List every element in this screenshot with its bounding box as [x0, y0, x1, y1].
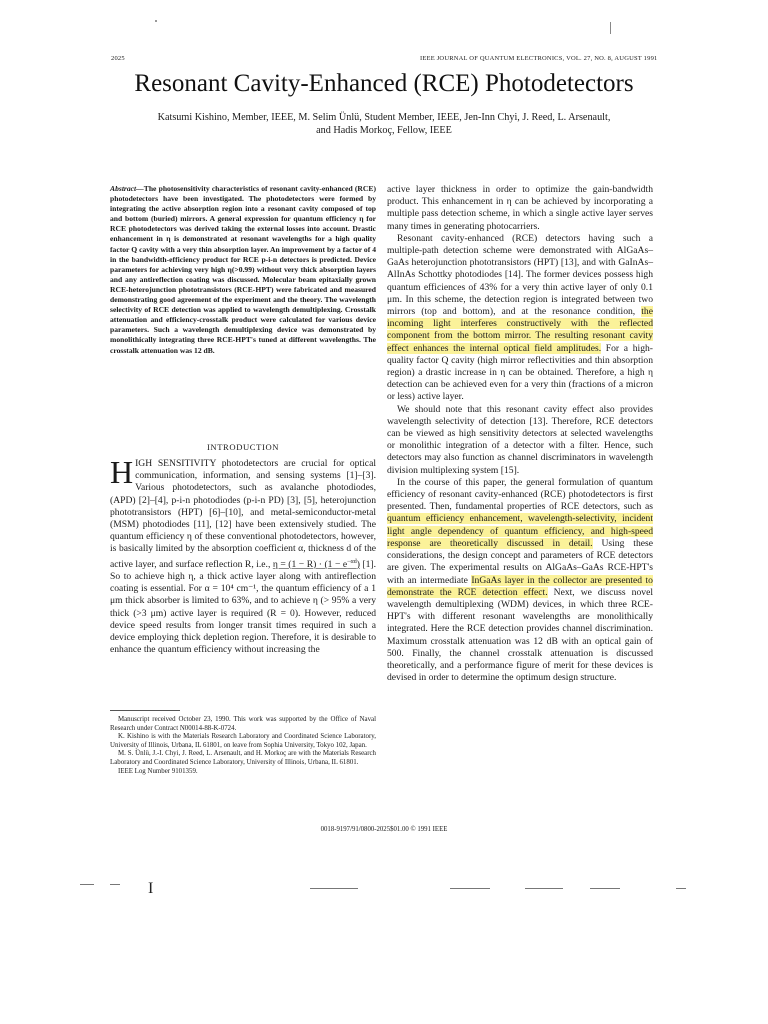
quantum-efficiency-equation: $\eta = (1 - R) \cdot (1 - e^{-\alpha d})$: [272, 558, 360, 570]
intro-paragraph-1b: [1]. So to achieve high η, a thick active layer along with antireflection coating is essential. For α = 10⁴ cm⁻¹, the quantum efficiency of a 1 μm thick absorber is limited to 63%, and to achieve η (> 95% a very thick (>3 μm) active layer is required (R = 0). However, reduced device speed results from longer transit times required in such a device employing thick depletion region. Therefore, it is desirable to enhance the quantum efficiency without increasing the: [110, 558, 376, 656]
highlight-ingaas: InGaAs layer in the collector are presented to demonstrate the RCE detection effect.: [387, 574, 653, 598]
scan-dash: [310, 888, 358, 889]
introduction-body: [110, 454, 376, 656]
page-number: 2025: [111, 55, 125, 62]
right-paragraph-3: We should note that this resonant cavity effect also provides wavelength selectivity of detection [13]. Therefore, RCE detectors can be viewed as high sensitivity detectors at selected wavelengths or monolithic integration of a detector with a filter. Hence, such detectors may also function as channel discriminators in wavelength division multiplexing system [15].: [387, 403, 653, 476]
author-line-1: Katsumi Kishino, Member, IEEE, M. Selim Ünlü, Student Member, IEEE, Jen-Inn Chyi, J. Reed, L. Arsenault,: [157, 112, 611, 123]
scan-dash: [525, 888, 563, 889]
scan-dash: [110, 884, 120, 885]
footnote-manuscript: Manuscript received October 23, 1990. This work was supported by the Office of Naval Research under Contract N00014-88-K-0724.: [110, 716, 376, 732]
right-paragraph-4: In the course of this paper, the general formulation of quantum efficiency of resonant cavity-enhanced (RCE) photodetectors is first presented. Then, fundamental properties of RCE detectors, such as quantum efficiency enhancement, wavelength-selectivity, incident light angle dependency of quantum efficiency, and high-speed response are theoretically discussed in detail. Using these considerations, the design concept and parameters of RCE detectors are given. The experimental results on AlGaAs–GaAs RCE-HPT's with an intermediate InGaAs layer in the collector are presented to demonstrate the RCE detection effect. Next, we discuss novel wavelength demultiplexing (WDM) devices, in which three RCE-HPT's with different resonant wavelengths are monolithically integrated. Here the RCE detection provides channel discrimination. Maximum crosstalk attenuation was 12 dB with an optical gain of 500. Finally, the channel crosstalk attenuation is discussed theoretically, and a performance figure of merit for these devices is devised in order to determine the optimum design structure.: [387, 476, 653, 684]
scan-dash: [590, 888, 620, 889]
section-heading-introduction: INTRODUCTION: [206, 442, 280, 452]
copyright-line: 0018-9197/91/0800-2025$01.00 © 1991 IEEE: [320, 826, 448, 833]
intro-paragraph-1a: IGH SENSITIVITY photodetectors are crucial for optical communication, information, and sensing systems [1]–[3]. Various photodetectors, such as avalanche photodiodes, (APD) [2]–[4], p-i-n photodiodes (p-i-n PD) [3], [5], heterojunction phototransistors (HPT) [6]–[10], and metal-semiconductor-metal (MSM) photodiodes [11], [12] have been extensively studied. The quantum efficiency η of these conventional photodetectors, however, is basically limited by the absorption coefficient α, thickness d of the active layer, and surface reflection R, i.e.,: [110, 458, 376, 570]
author-line-2: and Hadis Morkoç, Fellow, IEEE: [316, 125, 452, 136]
footnote-rule: [110, 710, 180, 711]
journal-header: IEEE JOURNAL OF QUANTUM ELECTRONICS, VOL. 27, NO. 8, AUGUST 1991: [420, 55, 658, 62]
paper-title: Resonant Cavity-Enhanced (RCE) Photodetectors: [134, 70, 634, 97]
author-list: [80, 111, 688, 137]
footnote-coauthors: M. S. Ünlü, J.-I. Chyi, J. Reed, L. Arsenault, and H. Morkoç are with the Materials Research Laboratory and Coordinated Science Laboratory, University of Illinois, Urbana, IL 61801.: [110, 750, 376, 766]
scan-dash: [450, 888, 490, 889]
scan-mark: [610, 22, 611, 34]
footnote-log-number: IEEE Log Number 9101359.: [118, 767, 198, 775]
abstract-text: The photosensitivity characteristics of resonant cavity-enhanced (RCE) photodetectors have been investigated. The photodetectors were formed by integrating the active absorption region into a resonant cavity composed of top and bottom (buried) mirrors. A general expression for quantum efficiency η for RCE photodetectors was derived taking the external losses into account. Drastic enhancement in η is demonstrated at resonant wavelengths for a high quality factor Q cavity with a very thin absorption layer. An improvement by a factor of 4 in the bandwidth-efficiency product for RCE p-i-n detectors is predicted. Device parameters for achieving very high η(>0.99) without very thick absorption layers and any antireflection coating was discussed. Molecular beam epitaxially grown RCE-heterojunction phototransistors (RCE-HPT) were fabricated and measured demonstrating good agreement of the experiment and the theory. The wavelength selectivity of RCE detection was applied to wavelength demultiplexing. Crosstalk attenuation and efficiency-crosstalk product were calculated for various device parameters. Such a wavelength demultiplexing device was demonstrated by monolithically integrating three RCE-HPT's tuned at different wavelengths. The crosstalk attenuation was 12 dB.: [110, 184, 376, 355]
highlight-properties: quantum efficiency enhancement, wavelength-selectivity, incident light angle dependency of quantum efficiency, and high-speed response are theoretically discussed in detail.: [387, 513, 653, 549]
right-column: [387, 184, 653, 684]
scan-mark-bottom: Ι: [148, 880, 154, 897]
scan-dash: [80, 884, 94, 885]
abstract-label: Abstract—: [110, 184, 144, 193]
footnote-kishino: K. Kishino is with the Materials Research Laboratory and Coordinated Science Laboratory, University of Illinois, Urbana, IL 61801, on leave from Sophia University, Tokyo 102, Japan.: [110, 733, 376, 749]
footnotes: [110, 716, 376, 776]
right-paragraph-1: active layer thickness in order to optimize the gain-bandwidth product. This enhancement in η can be achieved by incorporating a multiple pass detection scheme, in which a single active layer serves many times in generating photocarriers.: [387, 184, 653, 232]
highlight-interference: the incoming light interferes constructively with the reflected component from the bottom mirror. The resulting resonant cavity effect enhances the internal optical field amplitudes.: [387, 306, 653, 354]
abstract: [110, 184, 376, 356]
right-paragraph-2: Resonant cavity-enhanced (RCE) detectors having such a multiple-path detection scheme were demonstrated with AlGaAs–GaAs heterojunction phototransistors (HPT) [13], and with GaInAs–AlInAs Schottky photodiodes [14]. The former devices possess high quantum efficiences of 43% for a very thin active layer of only 0.1 μm. In this scheme, the detection region is integrated between two mirrors (top and bottom), and at the resonance condition, the incoming light interferes constructively with the reflected component from the bottom mirror. The resulting resonant cavity effect enhances the internal optical field amplitudes. For a high-quality factor Q cavity (high mirror reflectivities and thin absorption region) a drastic increase in η can be obtained. Therefore, a high η detection can be achieved even for a very thin (fractions of a micron or less) active layer.: [387, 232, 653, 403]
drop-cap: H: [110, 454, 134, 490]
scan-dash: [676, 888, 686, 889]
scan-dot: [155, 20, 157, 22]
